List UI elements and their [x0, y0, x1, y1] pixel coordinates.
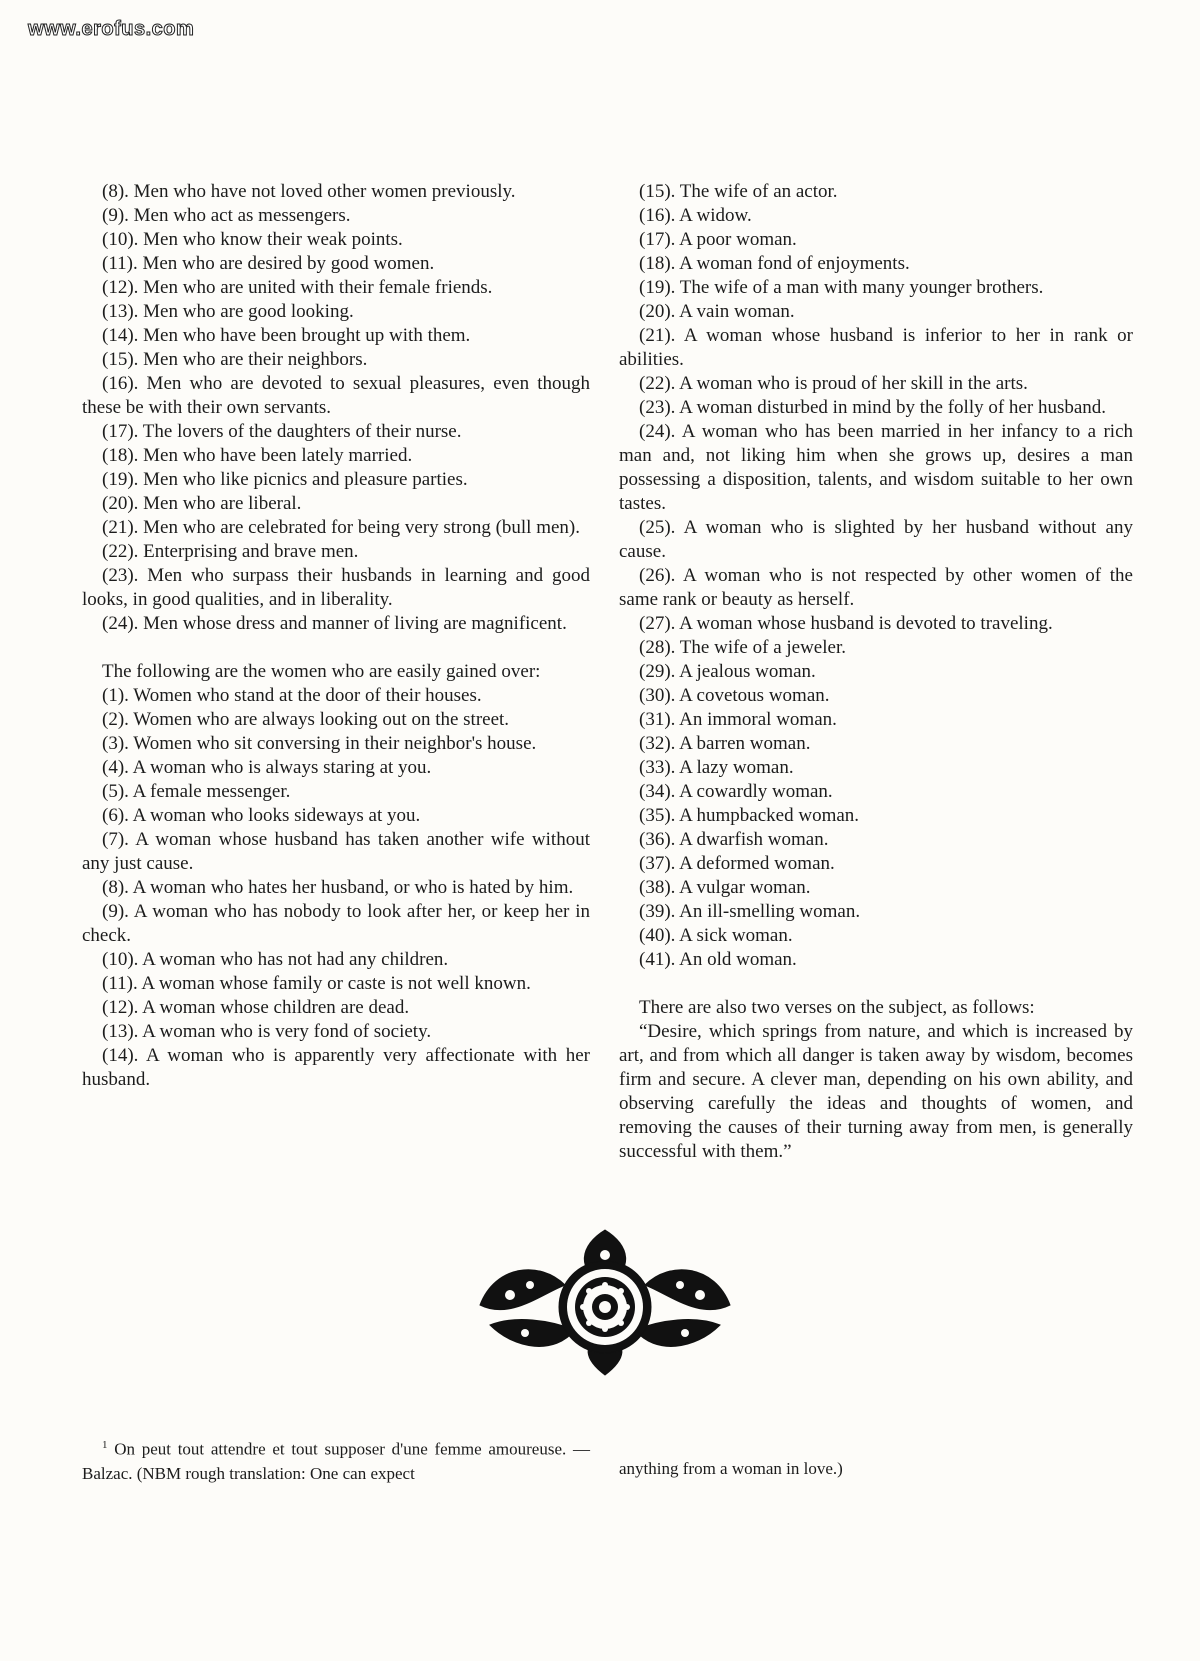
watermark: www.erofus.com	[28, 18, 195, 40]
list-item: (11). Men who are desired by good women.	[102, 253, 435, 274]
list-item: (2). Women who are always looking out on the street.	[102, 709, 510, 730]
women-list-right	[619, 180, 1133, 972]
list-item: (27). A woman whose husband is devoted to traveling.	[639, 613, 1053, 634]
list-item: (1). Women who stand at the door of their houses.	[102, 685, 482, 706]
list-item: (8). Men who have not loved other women previously.	[102, 181, 516, 202]
list-item: (13). Men who are good looking.	[102, 301, 354, 322]
list-item: (38). A vulgar woman.	[639, 877, 811, 898]
list-item: (32). A barren woman.	[639, 733, 811, 754]
list-item: (12). A woman whose children are dead.	[102, 997, 410, 1018]
footnote-left-text: On peut tout attendre et tout supposer d'une femme amoureuse. —Balzac. (NBM rough translation: One can expect	[82, 1439, 590, 1483]
footnote-left	[82, 1433, 590, 1486]
list-item: (17). A poor woman.	[639, 229, 797, 250]
list-item: (17). The lovers of the daughters of their nurse.	[102, 421, 462, 442]
list-item: (35). A humpbacked woman.	[639, 805, 860, 826]
list-item: (34). A cowardly woman.	[639, 781, 833, 802]
list-item: (40). A sick woman.	[639, 925, 793, 946]
list-item: (3). Women who sit conversing in their neighbor's house.	[102, 733, 537, 754]
list-item: (24). Men whose dress and manner of living are magnificent.	[102, 613, 567, 634]
right-column	[619, 180, 1133, 1164]
list-item: (9). Men who act as messengers.	[102, 205, 351, 226]
list-item: (12). Men who are united with their female friends.	[102, 277, 493, 298]
list-item: (26). A woman who is not respected by other women of the same rank or beauty as herself.	[619, 565, 1133, 610]
list-item: (18). A woman fond of enjoyments.	[639, 253, 910, 274]
left-column	[82, 180, 590, 1092]
list-item: (33). A lazy woman.	[639, 757, 794, 778]
list-item: (4). A woman who is always staring at you.	[102, 757, 432, 778]
list-item: (36). A dwarfish woman.	[639, 829, 829, 850]
list-item: (5). A female messenger.	[102, 781, 291, 802]
footnote-marker: 1	[102, 1439, 108, 1451]
list-item: (15). Men who are their neighbors.	[102, 349, 368, 370]
verse-quote: “Desire, which springs from nature, and which is increased by art, and from which all danger is taken away by wisdom, becomes firm and secure. A clever man, depending on his own ability, and observing carefully the ideas and thoughts of women, and removing the causes of their turning away from men, is generally successful with them.”	[619, 1021, 1133, 1162]
list-item: (14). A woman who is apparently very affectionate with her husband.	[82, 1045, 590, 1090]
list-item: (25). A woman who is slighted by her husband without any cause.	[619, 517, 1133, 562]
list-item: (31). An immoral woman.	[639, 709, 837, 730]
list-item: (20). A vain woman.	[639, 301, 795, 322]
list-item: (29). A jealous woman.	[639, 661, 816, 682]
list-item: (9). A woman who has nobody to look after her, or keep her in check.	[82, 901, 590, 946]
floral-ornament-icon	[470, 1225, 740, 1380]
list-item: (16). Men who are devoted to sexual pleasures, even though these be with their own servants.	[82, 373, 590, 418]
list-item: (39). An ill-smelling woman.	[639, 901, 861, 922]
women-list-left	[82, 684, 590, 1092]
list-item: (30). A covetous woman.	[639, 685, 830, 706]
list-item: (37). A deformed woman.	[639, 853, 835, 874]
list-item: (15). The wife of an actor.	[639, 181, 838, 202]
list-item: (7). A woman whose husband has taken another wife without any just cause.	[82, 829, 590, 874]
list-item: (8). A woman who hates her husband, or who is hated by him.	[102, 877, 574, 898]
list-item: (16). A widow.	[639, 205, 752, 226]
list-item: (18). Men who have been lately married.	[102, 445, 413, 466]
list-item: (22). A woman who is proud of her skill in the arts.	[639, 373, 1028, 394]
men-list	[82, 180, 590, 636]
list-item: (23). A woman disturbed in mind by the folly of her husband.	[639, 397, 1107, 418]
list-item: (21). A woman whose husband is inferior to her in rank or abilities.	[619, 325, 1133, 370]
list-item: (14). Men who have been brought up with them.	[102, 325, 471, 346]
list-item: (23). Men who surpass their husbands in learning and good looks, in good qualities, and in liberality.	[82, 565, 590, 610]
list-item: (19). Men who like picnics and pleasure parties.	[102, 469, 468, 490]
list-item: (19). The wife of a man with many younger brothers.	[639, 277, 1044, 298]
list-item: (41). An old woman.	[639, 949, 797, 970]
list-item: (10). Men who know their weak points.	[102, 229, 403, 250]
footnote-right: anything from a woman in love.)	[619, 1459, 843, 1478]
list-item: (20). Men who are liberal.	[102, 493, 302, 514]
list-item: (6). A woman who looks sideways at you.	[102, 805, 421, 826]
list-item: (13). A woman who is very fond of society.	[102, 1021, 432, 1042]
list-item: (10). A woman who has not had any children.	[102, 949, 449, 970]
list-item: (21). Men who are celebrated for being very strong (bull men).	[102, 517, 580, 538]
list-item: (28). The wife of a jeweler.	[639, 637, 846, 658]
list-item: (11). A woman whose family or caste is not well known.	[102, 973, 531, 994]
verses-intro: There are also two verses on the subject, as follows:	[639, 997, 1035, 1018]
list-item: (22). Enterprising and brave men.	[102, 541, 359, 562]
women-intro: The following are the women who are easily gained over:	[102, 661, 541, 682]
list-item: (24). A woman who has been married in her infancy to a rich man and, not liking him when she grows up, desires a man possessing a disposition, talents, and wisdom suitable to her own tastes.	[619, 421, 1133, 514]
